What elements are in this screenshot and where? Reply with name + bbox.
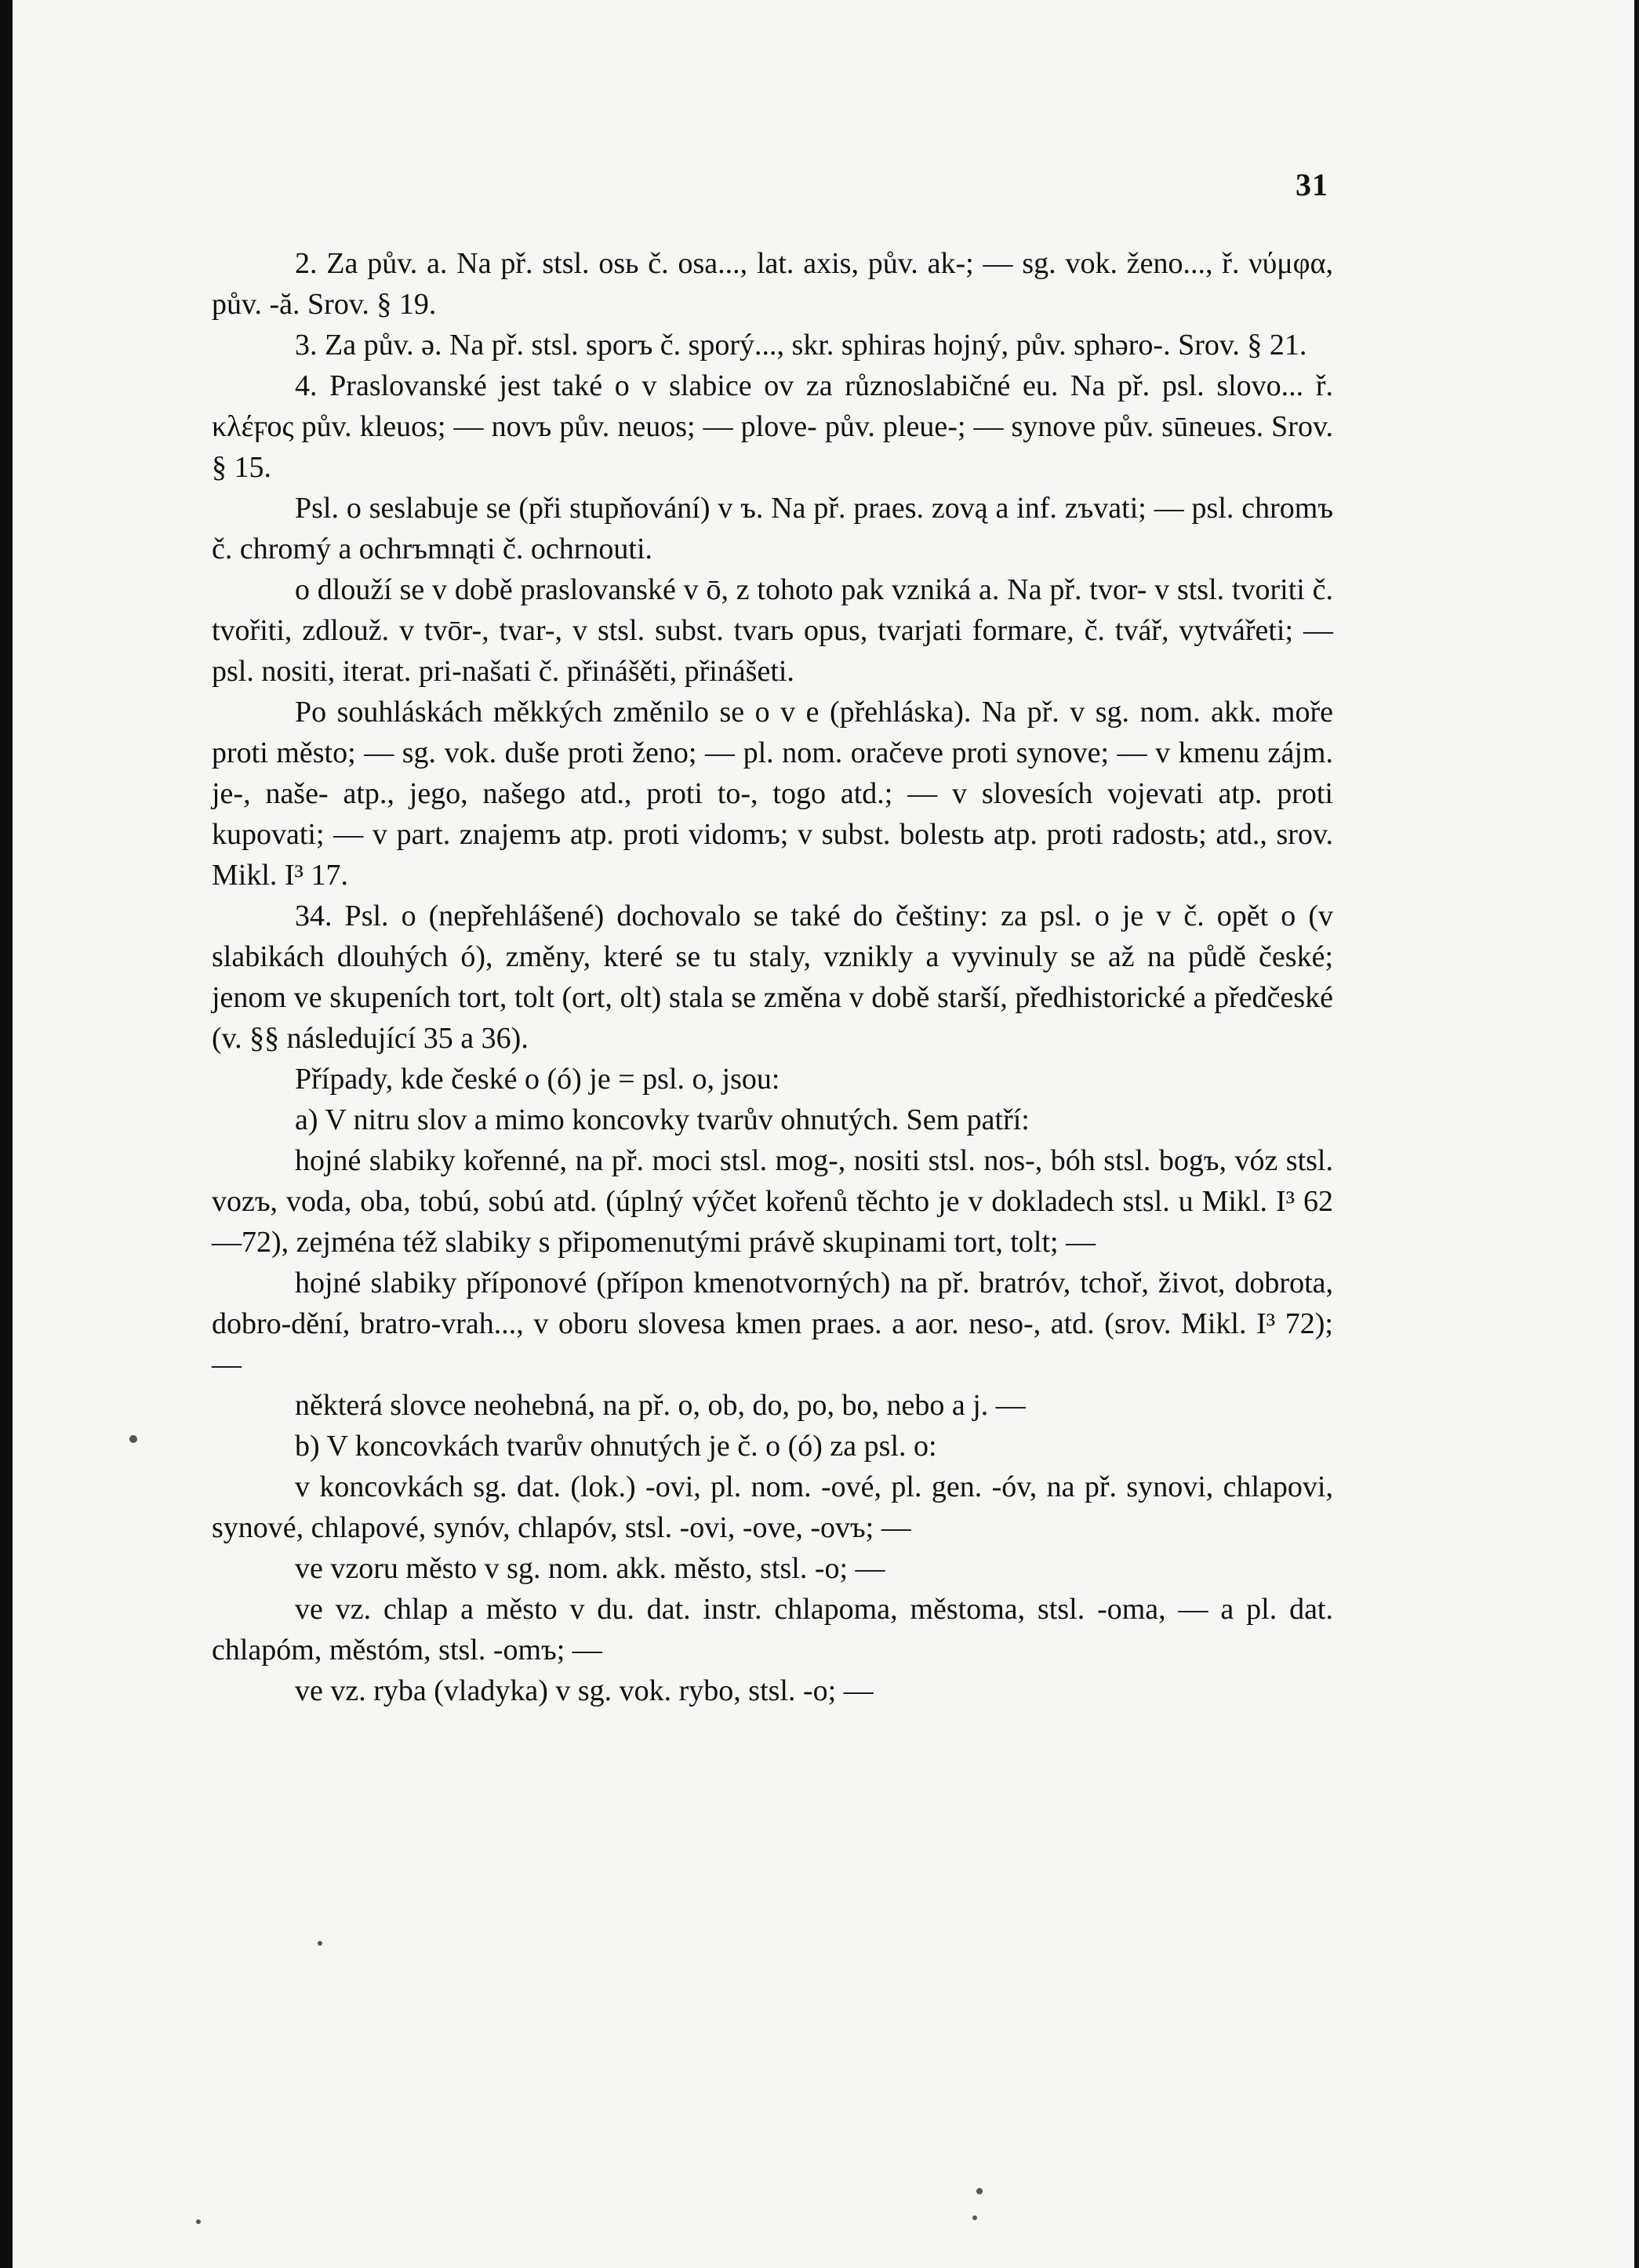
paragraph: ve vz. ryba (vladyka) v sg. vok. rybo, stsl. -o; — — [295, 1674, 874, 1707]
subsection-b-heading: b) V koncovkách tvarův ohnutých je č. o (ó) za psl. o: — [295, 1430, 937, 1463]
body-text — [212, 243, 1333, 1711]
paragraph: hojné slabiky příponové (přípon kmenotvorných) na př. bratróv, tchoř, život, dobrota, dobro-dění, bratro-vrah..., v oboru slovesa kmen praes. a aor. neso-, atd. (srov. Mikl. I³ 72); — — [212, 1267, 1333, 1381]
paragraph: 4. Praslovanské jest také o v slabice ov za různoslabičné eu. Na př. psl. slovo... ř. κλέϝος pův. kleuos; — novъ pův. neuos; — plove- pův. pleue-; — synove pův. sūneues. Srov. § 15. — [212, 369, 1333, 484]
paragraph: o dlouží se v době praslovanské v ō, z tohoto pak vzniká a. Na př. tvor- v stsl. tvoriti č. tvořiti, zdlouž. v tvōr-, tvar-, v stsl. subst. tvarь opus, tvarjati formare, č. tvář, vytvářeti; — psl. nositi, iterat. pri-našati č. přinášěti, přinášeti. — [212, 573, 1333, 688]
paragraph: Psl. o seslabuje se (při stupňování) v ъ. Na př. praes. zovą a inf. zъvati; — psl. chromъ č. chromý a ochrъmnąti č. ochrnouti. — [212, 492, 1333, 565]
scan-right-edge — [1634, 0, 1639, 2268]
paragraph: v koncovkách sg. dat. (lok.) -ovi, pl. nom. -ové, pl. gen. -óv, na př. synovi, chlapovi, synové, chlapové, synóv, chlapóv, stsl. -ovi, -ove, -ovъ; — — [212, 1470, 1333, 1544]
scan-speck — [129, 1435, 137, 1443]
scan-speck — [318, 1941, 322, 1946]
paragraph: ve vzoru město v sg. nom. akk. město, stsl. -o; — — [295, 1552, 885, 1585]
paragraph: některá slovce neohebná, na př. o, ob, do, po, bo, nebo a j. — — [295, 1389, 1026, 1422]
paragraph: ve vz. chlap a město v du. dat. instr. chlapoma, městoma, stsl. -oma, — a pl. dat. chlapóm, městóm, stsl. -omъ; — — [212, 1593, 1333, 1666]
scan-speck — [972, 2215, 977, 2220]
paragraph: Po souhláskách měkkých změnilo se o v e (přehláska). Na př. v sg. nom. akk. moře proti město; — sg. vok. duše proti ženo; — pl. nom. oračeve proti synove; — v kmenu zájm. je-, naše- atp., jego, našego atd., proti to-, togo atd.; — v slovesích vojevati atp. proti kupovati; — v part. znajemъ atp. proti vidomъ; v subst. bolestь atp. proti radostь; atd., srov. Mikl. I³ 17. — [212, 696, 1333, 892]
page-number: 31 — [1296, 167, 1328, 202]
paragraph: Případy, kde české o (ó) je = psl. o, jsou: — [295, 1063, 780, 1096]
scan-left-edge — [0, 0, 13, 2268]
scan-speck — [196, 2219, 201, 2224]
section-34-paragraph: 34. Psl. o (nepřehlášené) dochovalo se také do češtiny: za psl. o je v č. opět o (v slabikách dlouhých ó), změny, které se tu staly, vznikly a vyvinuly se až na půdě české; jenom ve skupeních tort, tolt (ort, olt) stala se změna v době starší, předhistorické a předčeské (v. §§ následující 35 a 36). — [212, 900, 1333, 1055]
paragraph: hojné slabiky kořenné, na př. moci stsl. mog-, nositi stsl. nos-, bóh stsl. bogъ, vóz stsl. vozъ, voda, oba, tobú, sobú atd. (úplný výčet kořenů těchto je v dokladech stsl. u Mikl. I³ 62—72), zejména též slabiky s připomenutými právě skupinami tort, tolt; — — [212, 1144, 1333, 1259]
scan-speck — [976, 2188, 983, 2194]
paragraph: 2. Za pův. a. Na př. stsl. osь č. osa..., lat. axis, pův. ak-; — sg. vok. ženo..., ř. νύμφα, pův. -ă. Srov. § 19. — [212, 247, 1333, 321]
subsection-a-heading: a) V nitru slov a mimo koncovky tvarův ohnutých. Sem patří: — [295, 1103, 1030, 1136]
paragraph: 3. Za pův. ə. Na př. stsl. sporъ č. sporý..., skr. sphiras hojný, pův. sphəro-. Srov. § 21. — [295, 329, 1307, 362]
